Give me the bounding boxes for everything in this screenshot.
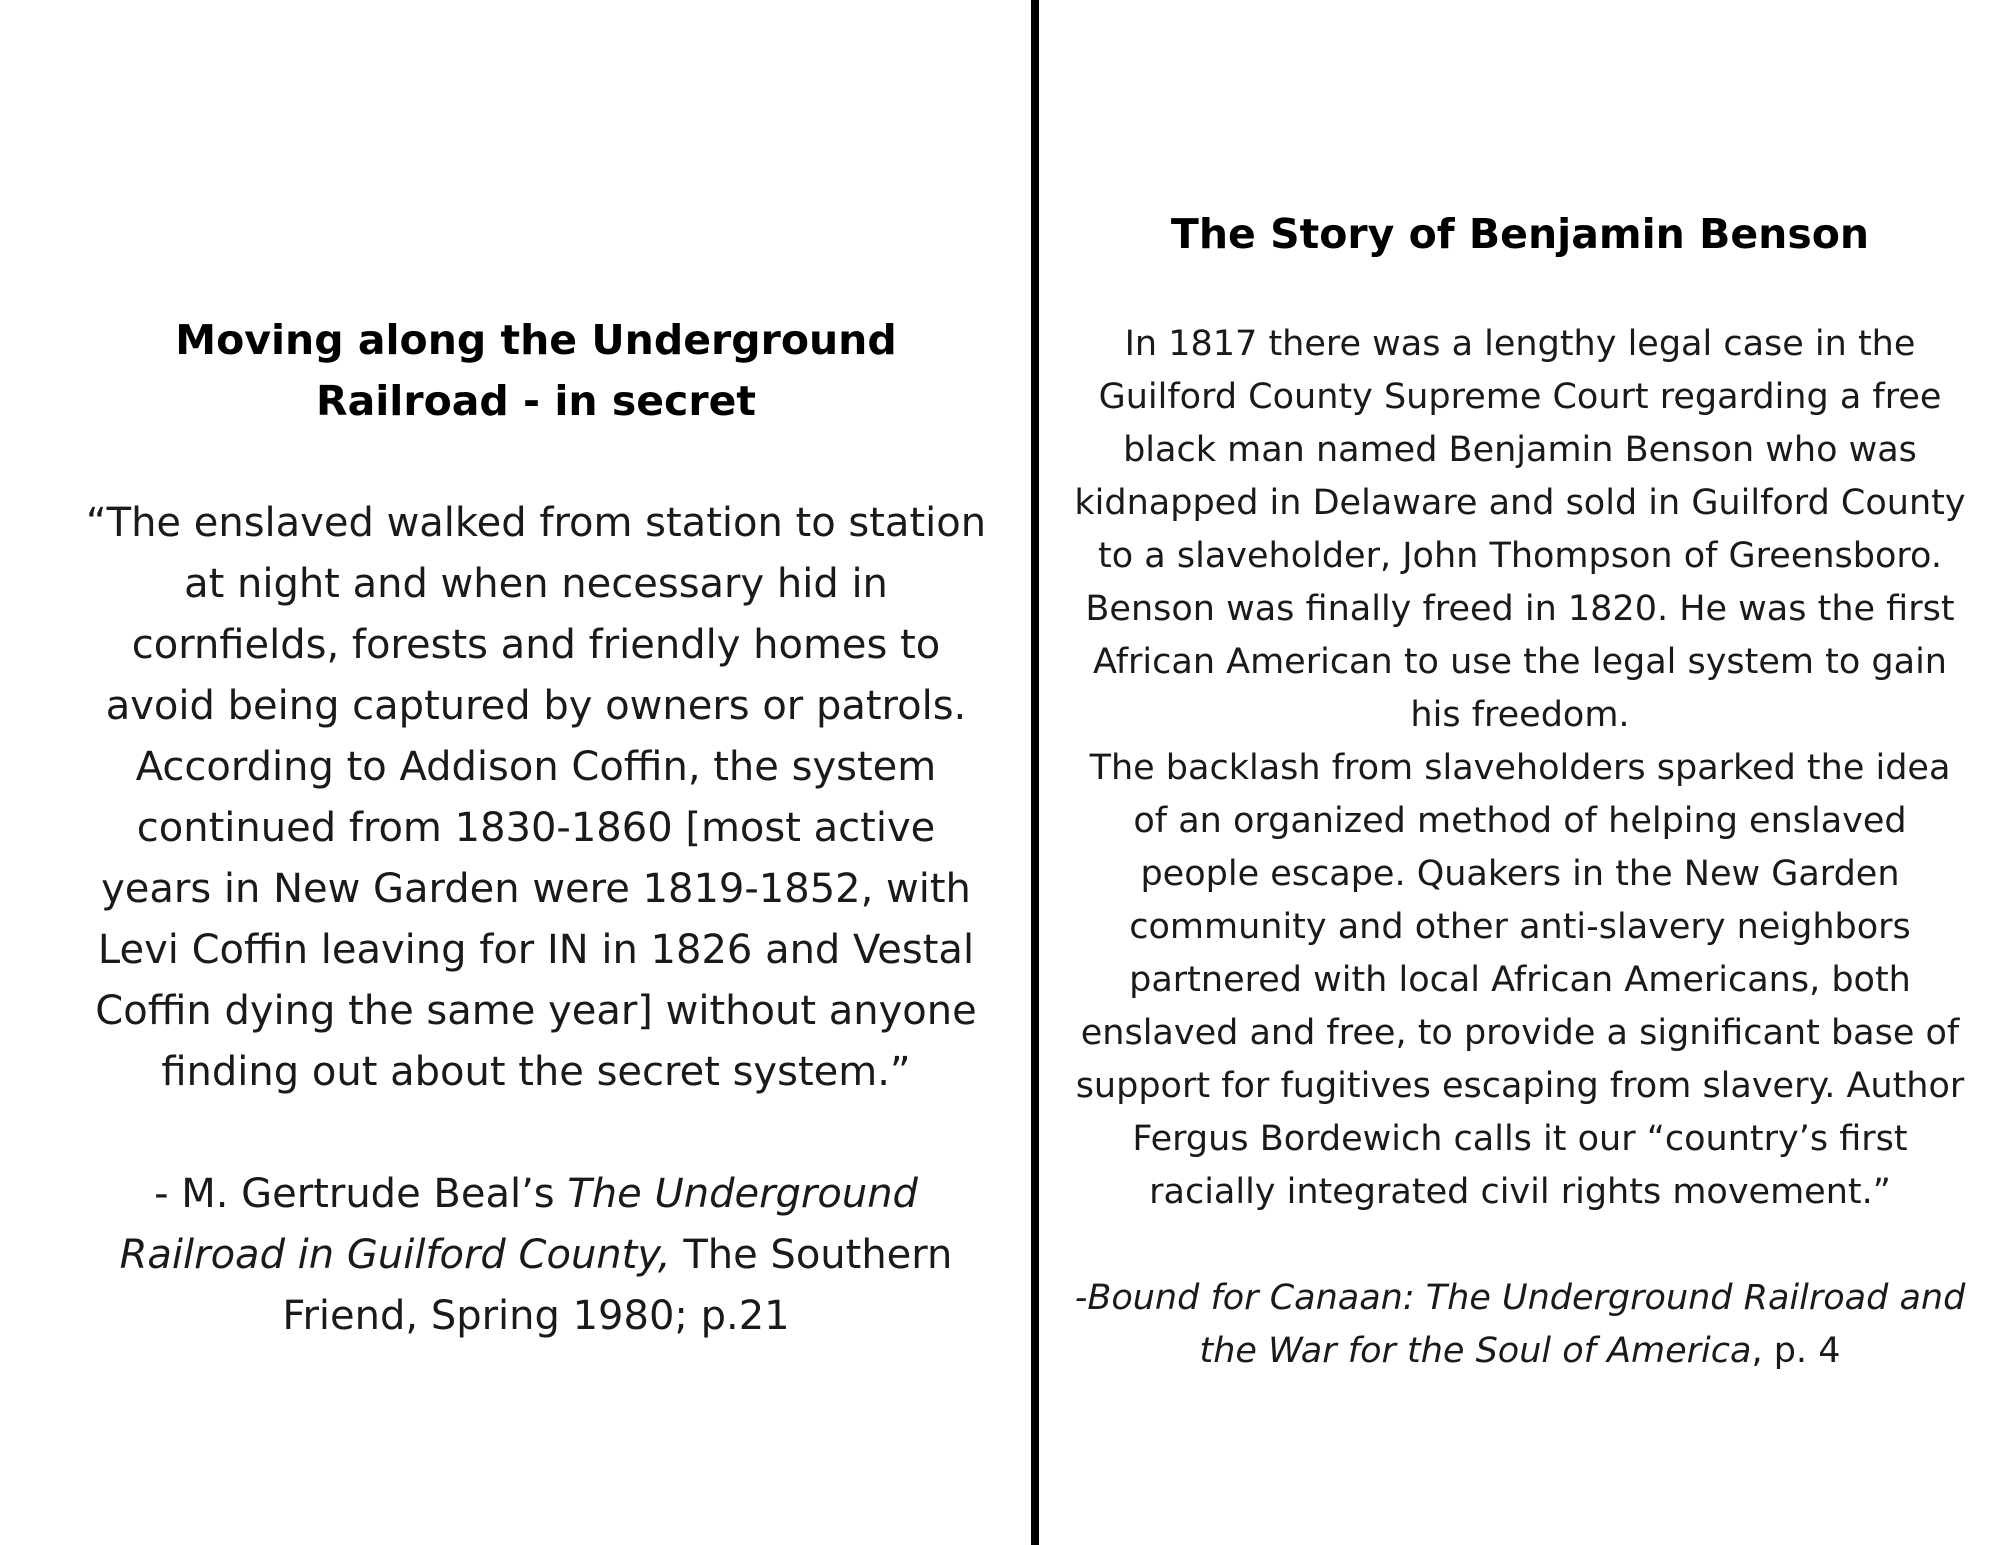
center-divider <box>1031 0 1039 1545</box>
left-citation-title: The Underground Railroad in Guilford County, <box>119 1171 918 1278</box>
right-heading: The Story of Benjamin Benson <box>1170 210 1870 258</box>
right-panel <box>1070 204 1970 1378</box>
left-quote: “The enslaved walked from station to station at night and when necessary hid in cornfields, forests and friendly homes to avoid being captured by owners or patrols. According to Addison Coffin, the system continued from 1830-1860 [most active years in New Garden were 1819-1852, with Levi Coffin leaving for IN in 1826 and Vestal Coffin dying the same year] without anyone finding out about the secret system.” <box>85 500 987 1095</box>
right-paragraph-2: The backlash from slaveholders sparked the idea of an organized method of helping enslaved people escape. Quakers in the New Garden community and other anti-slavery neighbors partnered with local African Americans, both enslaved and free, to provide a significant base of support for fugitives escaping from slavery. Author Fergus Bordewich calls it our “country’s first racially integrated civil rights movement.” <box>1075 748 1965 1212</box>
left-citation <box>80 1164 992 1347</box>
right-body <box>1070 318 1970 1219</box>
left-panel <box>80 310 992 1347</box>
left-citation-suffix: The Southern Friend, Spring 1980; p.21 <box>282 1232 953 1339</box>
left-citation-prefix: - M. Gertrude Beal’s <box>154 1171 568 1217</box>
right-citation-title: -Bound for Canaan: The Underground Railroad and the War for the Soul of America <box>1074 1278 1966 1371</box>
right-paragraph-1: In 1817 there was a lengthy legal case in the Guilford County Supreme Court regarding a free black man named Benjamin Benson who was kidnapped in Delaware and sold in Guilford County to a slaveholder, John Thompson of Greensboro. Benson was finally freed in 1820. He was the first African American to use the legal system to gain his freedom. <box>1074 324 1966 735</box>
left-heading: Moving along the Underground Railroad - in secret <box>175 316 897 425</box>
right-citation-suffix: , p. 4 <box>1751 1331 1841 1371</box>
right-citation <box>1070 1272 1970 1378</box>
